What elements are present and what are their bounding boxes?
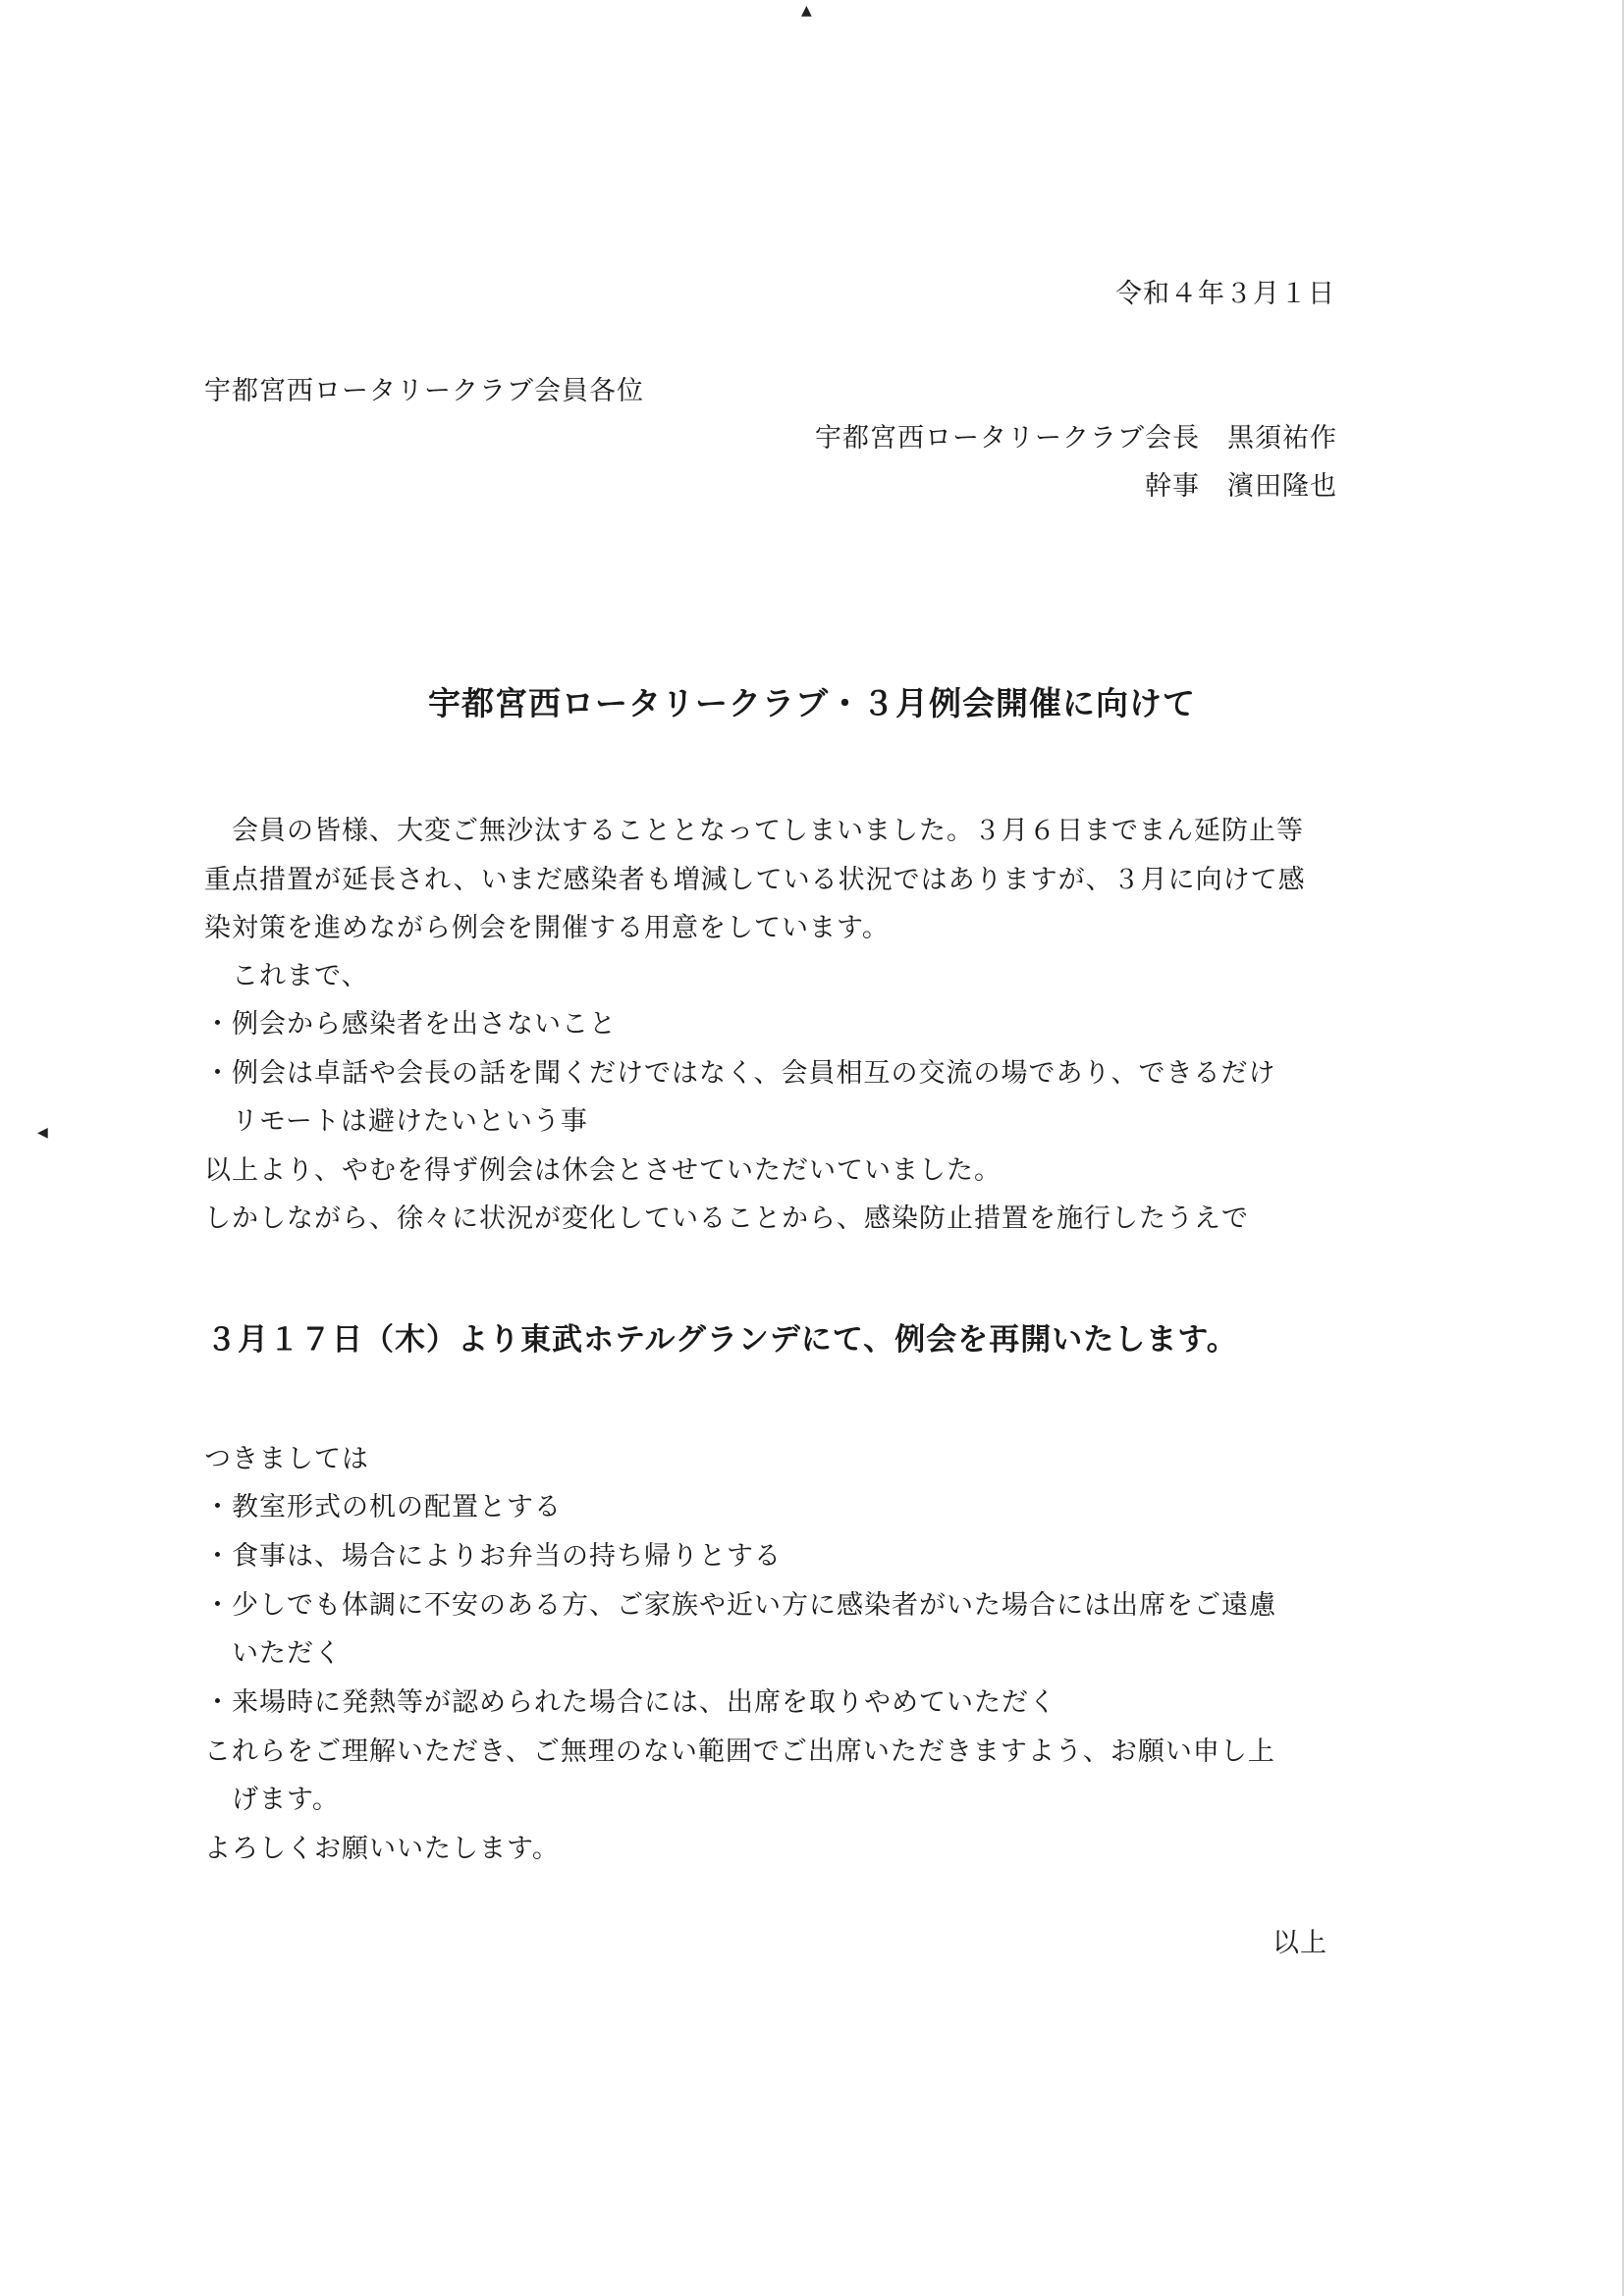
- details-line: げます。: [204, 1785, 340, 1815]
- addressee: 宇都宮西ロータリークラブ会員各位: [204, 376, 644, 406]
- details-bullet: ・少しでも体調に不安のある方、ご家族や近い方に感染者がいた場合には出席をご遠慮: [204, 1590, 1276, 1621]
- intro-line: 染対策を進めながら例会を開催する用意をしています。: [204, 913, 890, 943]
- details-line: これらをご理解いただき、ご無理のない範囲でご出席いただきますよう、お願い申し上: [204, 1736, 1275, 1767]
- intro-line: 重点措置が延長され、いまだ感染者も増減している状況ではありますが、３月に向けて感: [204, 865, 1306, 895]
- letter-date: 令和４年３月１日: [1115, 279, 1335, 309]
- closing-mark: 以上: [1272, 1928, 1327, 1958]
- intro-line: 会員の皆様、大変ご無沙汰することとなってしまいました。３月６日までまん延防止等: [204, 816, 1304, 846]
- page-title: 宇都宮西ロータリークラブ・３月例会開催に向けて: [428, 684, 1196, 722]
- intro-line: これまで、: [204, 961, 369, 991]
- intro-bullet: ・例会は卓話や会長の話を聞くだけではなく、会員相互の交流の場であり、できるだけ: [204, 1058, 1276, 1089]
- details-line: よろしくお願いいたします。: [204, 1834, 560, 1864]
- sender-president: 宇都宮西ロータリークラブ会長 黒須祐作: [815, 423, 1337, 454]
- details-bullet: ・来場時に発熱等が認められた場合には、出席を取りやめていただく: [204, 1687, 1056, 1718]
- left-triangle-mark: ◀: [37, 1125, 48, 1141]
- intro-line: しかしながら、徐々に状況が変化していることから、感染防止措置を施行したうえで: [204, 1203, 1249, 1234]
- details-line: つきましては: [204, 1444, 369, 1474]
- details-line: いただく: [204, 1638, 342, 1669]
- details-bullet: ・教室形式の机の配置とする: [204, 1492, 562, 1522]
- intro-bullet: ・例会から感染者を出さないこと: [204, 1009, 617, 1040]
- intro-line: リモートは避けたいという事: [204, 1106, 588, 1137]
- sender-secretary: 幹事 濱田隆也: [1145, 471, 1337, 502]
- details-bullet: ・食事は、場合によりお弁当の持ち帰りとする: [204, 1541, 782, 1572]
- top-triangle-mark: ▲: [801, 3, 812, 19]
- intro-line: 以上より、やむを得ず例会は休会とさせていただいていました。: [204, 1155, 1001, 1186]
- announcement-heading: ３月１７日（木）より東武ホテルグランデにて、例会を再開いたします。: [206, 1322, 1238, 1358]
